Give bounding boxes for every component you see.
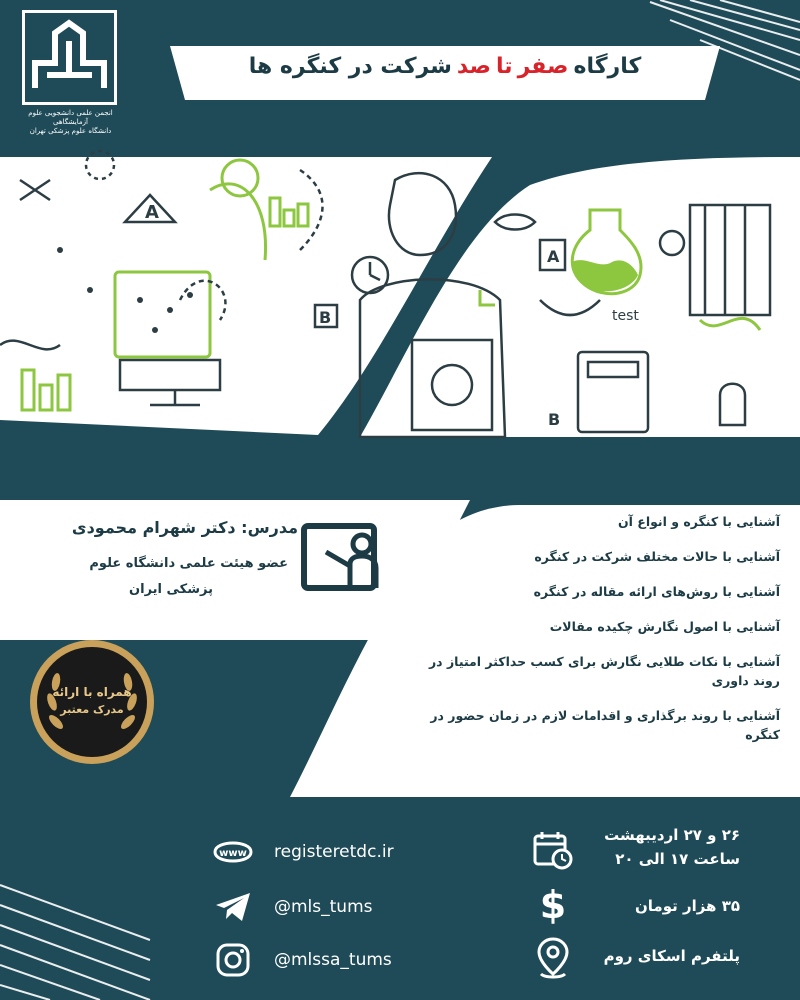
event-date: ۲۶ و ۲۷ اردیبهشت	[604, 826, 740, 844]
telegram-handle[interactable]: @mls_tums	[274, 897, 373, 917]
svg-text:test: test	[612, 308, 639, 324]
title-part1: کارگاه	[573, 54, 642, 79]
website-contact[interactable]	[210, 832, 394, 872]
association-logo-icon	[22, 10, 117, 105]
association-logo	[18, 10, 123, 136]
globe-icon	[210, 832, 256, 872]
website-link[interactable]: registeretdc.ir	[274, 842, 394, 862]
instagram-handle[interactable]: @mlssa_tums	[274, 950, 392, 970]
instructor-position-line1: عضو هیئت علمی دانشگاه علوم	[89, 556, 288, 571]
topic-item: آشنایی با حالات مختلف شرکت در کنگره	[534, 549, 780, 564]
topic-item: آشنایی با اصول نگارش چکیده مقالات	[549, 619, 780, 634]
topic-item: آشنایی با کنگره و انواع آن	[617, 514, 780, 529]
teacher-board-icon	[300, 522, 386, 598]
title-part3: شرکت در کنگره ها	[248, 54, 452, 79]
topic-item: آشنایی با روش‌های ارائه مقاله در کنگره	[533, 584, 780, 599]
topic-item: آشنایی با روند برگذاری و اقدامات لازم در زمان حضور در کنگره	[430, 708, 780, 742]
instagram-contact[interactable]	[210, 940, 392, 980]
instagram-icon	[210, 940, 256, 980]
title-highlight2: صد	[456, 54, 491, 79]
svg-text:www: www	[219, 848, 247, 859]
instructor-position-line2: پزشکی ایران	[129, 582, 213, 597]
telegram-icon	[210, 887, 256, 927]
workshop-title	[185, 54, 705, 90]
svg-text:B: B	[548, 410, 561, 429]
badge-line1: همراه با ارائه	[52, 685, 132, 699]
svg-text:A: A	[547, 247, 560, 266]
badge-line2: مدرک معتبر	[60, 703, 124, 716]
topics-list	[398, 512, 780, 760]
association-name-line2: دانشگاه علوم پزشکی تهران	[29, 127, 112, 135]
svg-text:B: B	[319, 308, 332, 327]
title-part2: تا	[495, 54, 513, 79]
event-time: ساعت ۱۷ الی ۲۰	[615, 850, 740, 868]
svg-text:A: A	[145, 202, 159, 223]
topic-item: آشنایی با نکات طلایی نگارش برای کسب حداکثر امتیاز در روند داوری	[428, 654, 780, 688]
svg-text:$: $	[539, 884, 567, 926]
title-highlight1: صفر	[517, 54, 569, 79]
event-price: ۳۵ هزار تومان	[634, 897, 740, 915]
event-platform: پلتفرم اسکای روم	[603, 947, 740, 965]
instructor-name: مدرس: دکتر شهرام محمودی	[71, 518, 298, 537]
association-name-line1: انجمن علمی دانشجویی علوم آزمایشگاهی	[28, 109, 113, 126]
certificate-badge	[28, 638, 156, 766]
telegram-contact[interactable]	[210, 887, 373, 927]
association-name	[18, 109, 123, 136]
